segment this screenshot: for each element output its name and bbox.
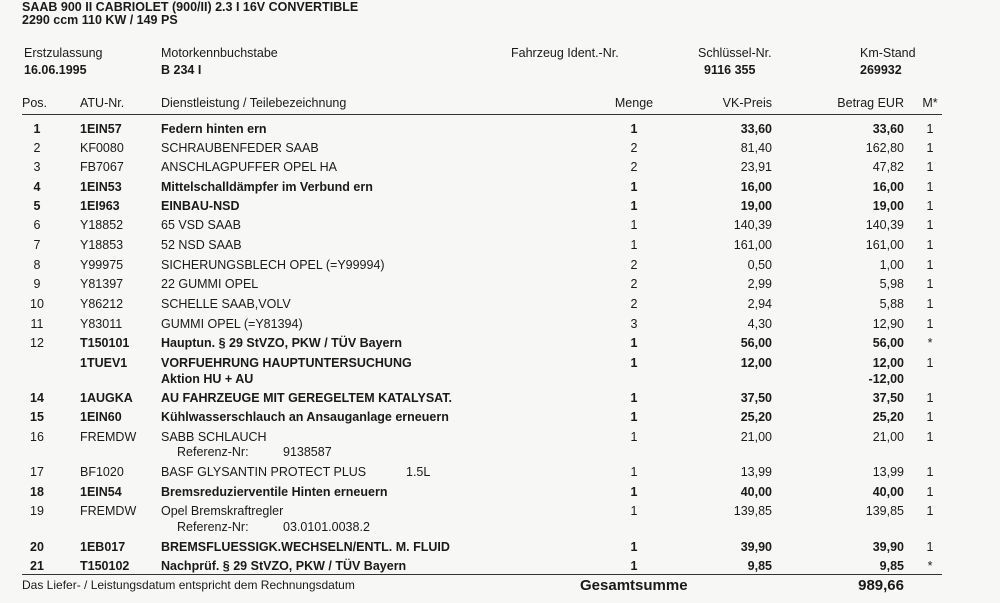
total-label: Gesamtsumme	[580, 577, 688, 594]
row-price: 33,60	[740, 122, 772, 136]
vehicle-title: SAAB 900 II CABRIOLET (900/II) 2.3 I 16V CONVERTIBLE	[22, 0, 359, 14]
row-price: 2,94	[747, 297, 772, 311]
row-qty: 2	[630, 160, 638, 174]
row-pos: 12	[30, 336, 44, 350]
row-ref-value: 9138587	[283, 445, 332, 459]
row-m: 1	[926, 485, 934, 499]
row-ref-label: Referenz-Nr:	[177, 520, 249, 534]
row-atu: Y86212	[80, 297, 124, 311]
row-qty: 1	[630, 180, 638, 194]
row-m: 1	[926, 180, 934, 194]
row-m: 1	[926, 238, 934, 252]
row-ref-label: Referenz-Nr:	[177, 445, 249, 459]
row-desc: BREMSFLUESSIGK.WECHSELN/ENTL. M. FLUID	[161, 540, 450, 554]
col-desc: Dienstleistung / Teilebezeichnung	[161, 96, 347, 110]
row-pos: 3	[33, 160, 41, 174]
row-atu: T150101	[80, 336, 130, 350]
row-m: 1	[926, 218, 934, 232]
row-amount: 13,99	[872, 465, 904, 479]
row-m: 1	[926, 504, 934, 518]
row-atu: Y81397	[80, 277, 124, 291]
row-m: 1	[926, 297, 934, 311]
row-m: 1	[926, 391, 934, 405]
row-atu: 1EI963	[80, 199, 120, 213]
row-amount: 12,00	[872, 356, 904, 370]
row-m: 1	[926, 465, 934, 479]
row-pos: 8	[33, 258, 41, 272]
col-atu: ATU-Nr.	[80, 96, 125, 110]
row-pos: 14	[30, 391, 44, 405]
row-pos: 1	[33, 122, 41, 136]
row-m: *	[927, 336, 933, 350]
row-pos: 9	[33, 277, 41, 291]
row-amount: 37,50	[872, 391, 904, 405]
row-atu: BF1020	[80, 465, 124, 479]
row-amount: 16,00	[872, 180, 904, 194]
row-qty: 1	[630, 504, 638, 518]
row-price: 40,00	[740, 485, 772, 499]
row-desc: 52 NSD SAAB	[161, 238, 242, 252]
row-price: 4,30	[747, 317, 772, 331]
row-atu: 1EB017	[80, 540, 126, 554]
row-atu: 1EIN54	[80, 485, 122, 499]
row-qty: 1	[630, 485, 638, 499]
key-number-label: Schlüssel-Nr.	[698, 46, 772, 60]
row-m: 1	[926, 277, 934, 291]
row-qty: 1	[630, 410, 638, 424]
row-pos: 2	[33, 141, 41, 155]
row-pos: 16	[30, 430, 44, 444]
row-pos: 17	[30, 465, 44, 479]
row-amount: 139,85	[865, 504, 904, 518]
row-m: 1	[926, 199, 934, 213]
row-amount: 5,98	[879, 277, 904, 291]
col-pos: Pos.	[22, 96, 48, 110]
row-qty: 1	[630, 391, 638, 405]
row-price: 23,91	[740, 160, 772, 174]
row-price: 9,85	[747, 559, 772, 573]
row-desc: ANSCHLAGPUFFER OPEL HA	[161, 160, 337, 174]
col-amount: Betrag EUR	[837, 96, 904, 110]
row-desc: Nachprüf. § 29 StVZO, PKW / TÜV Bayern	[161, 559, 407, 573]
row-desc: SICHERUNGSBLECH OPEL (=Y99994)	[161, 258, 385, 272]
row-pos: 7	[33, 238, 41, 252]
row-amount: 47,82	[872, 160, 904, 174]
row-qty: 3	[630, 317, 638, 331]
row-price: 2,99	[747, 277, 772, 291]
col-qty: Menge	[614, 96, 654, 110]
row-amount-discount: -12,00	[868, 372, 904, 386]
row-qty: 1	[630, 430, 638, 444]
row-amount: 33,60	[872, 122, 904, 136]
registration-value: 16.06.1995	[24, 63, 87, 77]
row-qty: 2	[630, 141, 638, 155]
row-desc: 65 VSD SAAB	[161, 218, 241, 232]
row-desc: SABB SCHLAUCH	[161, 430, 267, 444]
row-qty: 1	[630, 559, 638, 573]
row-m: 1	[926, 317, 934, 331]
row-atu: 1EIN60	[80, 410, 122, 424]
row-atu: 1AUGKA	[80, 391, 133, 405]
row-pos: 20	[30, 540, 44, 554]
row-qty: 1	[630, 540, 638, 554]
row-pos: 11	[30, 317, 44, 331]
row-amount: 5,88	[879, 297, 904, 311]
row-m: 1	[926, 160, 934, 174]
row-m: 1	[926, 258, 934, 272]
row-pos: 6	[33, 218, 41, 232]
row-price: 39,90	[740, 540, 772, 554]
row-price: 37,50	[740, 391, 772, 405]
delivery-date-note: Das Liefer- / Leistungsdatum entspricht dem Rechnungsdatum	[22, 578, 355, 592]
row-desc: Hauptun. § 29 StVZO, PKW / TÜV Bayern	[161, 336, 403, 350]
col-price: VK-Preis	[722, 96, 772, 110]
row-desc: SCHELLE SAAB,VOLV	[161, 297, 291, 311]
registration-label: Erstzulassung	[24, 46, 103, 60]
km-label: Km-Stand	[860, 46, 916, 60]
row-desc: VORFUEHRUNG HAUPTUNTERSUCHUNG	[161, 356, 412, 370]
row-desc: Kühlwasserschlauch an Ansauganlage erneuern	[161, 410, 449, 424]
row-m: 1	[926, 430, 934, 444]
footer-rule	[22, 574, 942, 575]
header-rule	[22, 114, 942, 115]
row-price: 19,00	[740, 199, 772, 213]
vehicle-engine-spec: 2290 ccm 110 KW / 149 PS	[22, 13, 178, 27]
row-atu: Y18852	[80, 218, 124, 232]
row-amount: 19,00	[872, 199, 904, 213]
row-atu: Y83011	[80, 317, 123, 331]
row-qty: 1	[630, 238, 638, 252]
row-desc: Bremsreduzierventile Hinten erneuern	[161, 485, 388, 499]
row-atu: Y18853	[80, 238, 124, 252]
row-amount: 25,20	[872, 410, 904, 424]
row-price: 13,99	[740, 465, 772, 479]
engine-code-value: B 234 I	[161, 63, 202, 77]
row-m: 1	[926, 122, 934, 136]
km-value: 269932	[860, 63, 902, 77]
row-price: 12,00	[740, 356, 772, 370]
row-amount: 161,00	[865, 238, 904, 252]
col-m: M*	[922, 96, 938, 110]
row-amount: 9,85	[879, 559, 904, 573]
row-price: 0,50	[747, 258, 772, 272]
row-desc: EINBAU-NSD	[161, 199, 240, 213]
row-price: 81,40	[740, 141, 772, 155]
row-price: 16,00	[740, 180, 772, 194]
row-amount: 1,00	[879, 258, 904, 272]
row-desc-sub: Aktion HU + AU	[161, 372, 254, 386]
row-amount: 140,39	[865, 218, 904, 232]
row-qty: 1	[630, 465, 638, 479]
row-price: 140,39	[733, 218, 772, 232]
row-atu: Y99975	[80, 258, 124, 272]
row-price: 161,00	[733, 238, 772, 252]
row-atu: KF0080	[80, 141, 124, 155]
row-atu: 1EIN53	[80, 180, 122, 194]
row-desc: SCHRAUBENFEDER SAAB	[161, 141, 319, 155]
total-value: 989,66	[858, 577, 904, 594]
vin-label: Fahrzeug Ident.-Nr.	[511, 46, 619, 60]
row-qty: 1	[630, 336, 638, 350]
row-amount: 39,90	[872, 540, 904, 554]
row-atu: 1TUEV1	[80, 356, 128, 370]
row-atu: FB7067	[80, 160, 124, 174]
row-amount: 56,00	[872, 336, 904, 350]
row-qty: 1	[630, 122, 638, 136]
row-atu: FREMDW	[80, 504, 137, 518]
row-m: 1	[926, 356, 934, 370]
row-m: *	[927, 559, 933, 573]
row-atu: 1EIN57	[80, 122, 122, 136]
row-pos: 15	[30, 410, 44, 424]
row-desc-extra: 1.5L	[406, 465, 431, 479]
row-price: 56,00	[740, 336, 772, 350]
row-qty: 1	[630, 218, 638, 232]
row-m: 1	[926, 540, 934, 554]
row-qty: 2	[630, 297, 638, 311]
row-desc: Federn hinten ern	[161, 122, 267, 136]
row-desc: Opel Bremskraftregler	[161, 504, 284, 518]
row-desc: 22 GUMMI OPEL	[161, 277, 259, 291]
row-pos: 5	[33, 199, 41, 213]
row-qty: 2	[630, 277, 638, 291]
row-amount: 21,00	[872, 430, 904, 444]
row-atu: T150102	[80, 559, 130, 573]
row-desc: AU FAHRZEUGE MIT GEREGELTEM KATALYSAT.	[161, 391, 452, 405]
row-qty: 1	[630, 199, 638, 213]
row-desc: BASF GLYSANTIN PROTECT PLUS	[161, 465, 367, 479]
row-m: 1	[926, 410, 934, 424]
row-ref-value: 03.0101.0038.2	[283, 520, 370, 534]
row-pos: 19	[30, 504, 44, 518]
row-desc: GUMMI OPEL (=Y81394)	[161, 317, 303, 331]
row-price: 139,85	[733, 504, 772, 518]
row-atu: FREMDW	[80, 430, 137, 444]
row-price: 21,00	[740, 430, 772, 444]
row-qty: 1	[630, 356, 638, 370]
row-price: 25,20	[740, 410, 772, 424]
row-pos: 10	[30, 297, 44, 311]
row-amount: 12,90	[872, 317, 904, 331]
row-m: 1	[926, 141, 934, 155]
engine-code-label: Motorkennbuchstabe	[161, 46, 278, 60]
row-amount: 40,00	[872, 485, 904, 499]
row-pos: 4	[33, 180, 41, 194]
row-amount: 162,80	[865, 141, 904, 155]
key-number-value: 9116 355	[704, 63, 756, 77]
row-desc: Mittelschalldämpfer im Verbund ern	[161, 180, 373, 194]
row-pos: 21	[30, 559, 44, 573]
row-qty: 2	[630, 258, 638, 272]
row-pos: 18	[30, 485, 44, 499]
